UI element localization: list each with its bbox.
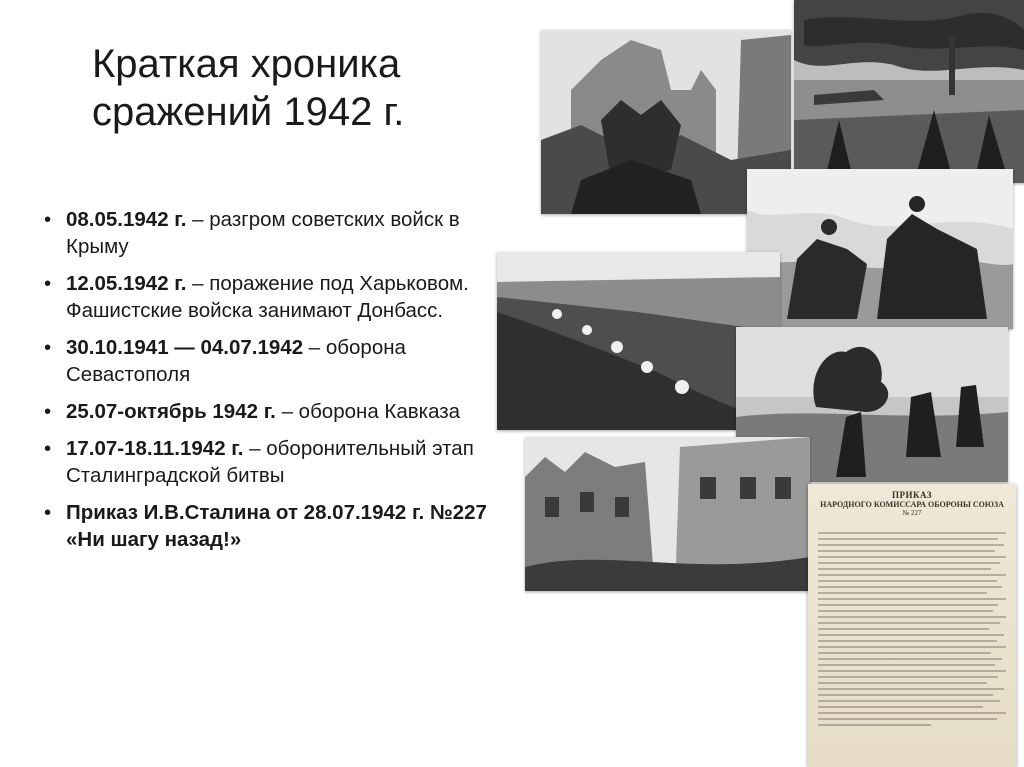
chronicle-list	[40, 206, 500, 563]
list-item-date: 17.07-18.11.1942 г.	[66, 437, 244, 460]
stalingrad-ruins-photo	[525, 437, 810, 591]
order-heading: ПРИКАЗ	[891, 490, 933, 500]
bullet-icon: •	[44, 501, 52, 524]
list-item-text: – оборона Кавказа	[275, 400, 461, 423]
list-item-date: 08.05.1942 г.	[66, 208, 187, 231]
order-227-document	[808, 484, 1016, 767]
list-item	[40, 270, 500, 324]
list-item	[40, 499, 500, 553]
bullet-icon: •	[44, 437, 52, 460]
list-item-order: Приказ И.В.Сталина от 28.07.1942 г. №227 «Ни шагу назад!»	[66, 501, 487, 551]
list-item-date: 30.10.1941 — 04.07.1942	[66, 336, 304, 359]
bullet-icon: •	[44, 400, 52, 423]
order-body-text	[818, 532, 1006, 749]
list-item	[40, 435, 500, 489]
slide-title	[92, 40, 512, 136]
order-number: № 227	[902, 509, 922, 517]
list-item-text: – оборона Севастополя	[66, 336, 406, 386]
list-item-date: 25.07-октябрь 1942 г.	[66, 400, 276, 423]
list-item	[40, 206, 500, 260]
list-item	[40, 398, 500, 425]
list-item-text: – оборонительный этап Сталинградской битвы	[66, 437, 474, 487]
slide-title-line-2: сражений 1942 г.	[92, 90, 405, 134]
list-item	[40, 334, 500, 388]
list-item-text: – разгром советских войск в Крыму	[66, 208, 460, 258]
slide-title-line-1: Краткая хроника	[92, 42, 401, 86]
list-item-text: – поражение под Харьковом. Фашистские войска занимают Донбасс.	[66, 272, 469, 322]
cavalry-photo	[747, 169, 1013, 329]
sevastopol-coast-photo	[794, 0, 1024, 183]
order-subheading: НАРОДНОГО КОМИССАРА ОБОРОНЫ СОЮЗА	[820, 500, 1004, 509]
bullet-icon: •	[44, 336, 52, 359]
bullet-icon: •	[44, 208, 52, 231]
bullet-icon: •	[44, 272, 52, 295]
list-item-date: 12.05.1942 г.	[66, 272, 187, 295]
